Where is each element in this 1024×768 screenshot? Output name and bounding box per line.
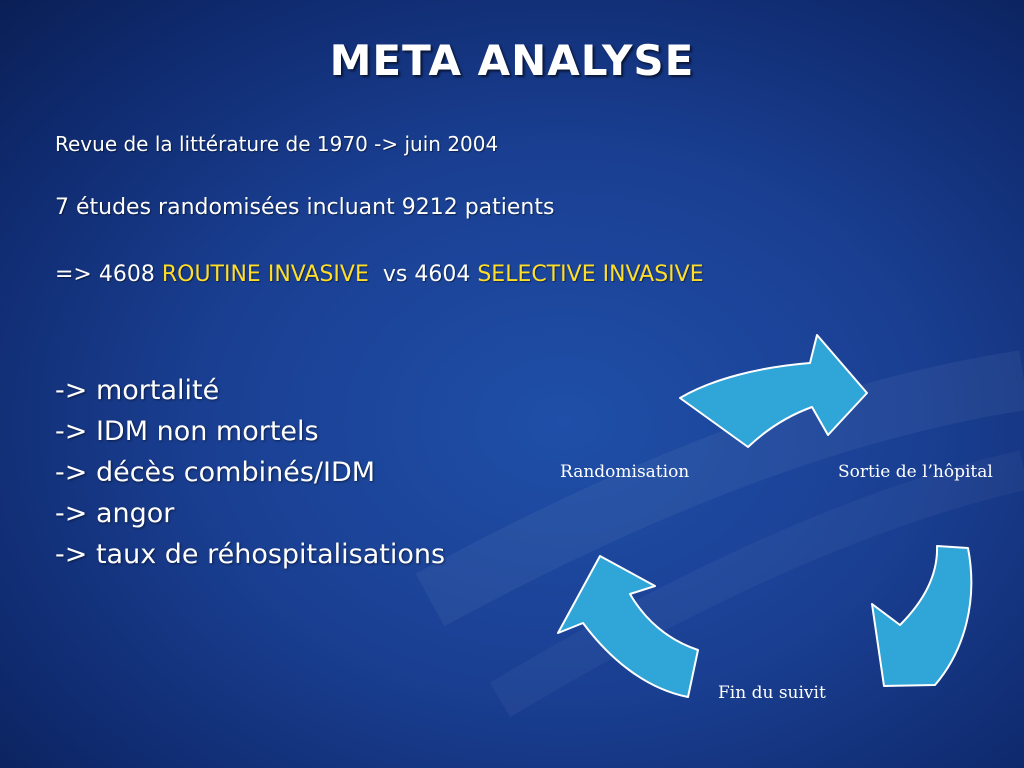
label-sortie-hopital: Sortie de l’hôpital [838, 462, 993, 482]
outcome-item: -> IDM non mortels [55, 416, 319, 447]
label-randomisation: Randomisation [560, 462, 690, 482]
outcome-item: -> décès combinés/IDM [55, 457, 376, 488]
label-fin-suivi: Fin du suivit [718, 683, 826, 703]
routine-invasive-label: ROUTINE INVASIVE [161, 262, 369, 287]
comparison-line [55, 262, 704, 287]
outcome-item: -> mortalité [55, 375, 220, 406]
cycle-arrow-right [872, 546, 971, 686]
subtitle-literature-review: Revue de la littérature de 1970 -> juin 2004 [55, 132, 499, 156]
outcomes-list [55, 370, 445, 575]
cycle-arrow-left [558, 556, 698, 697]
comparison-prefix: => 4608 [55, 262, 162, 287]
cycle-arrow-top [680, 335, 867, 447]
studies-summary: 7 études randomisées incluant 9212 patients [55, 195, 555, 220]
slide-title: META ANALYSE [329, 36, 695, 85]
outcome-item: -> angor [55, 498, 175, 529]
comparison-middle: vs 4604 [368, 262, 478, 287]
cycle-diagram [540, 320, 1024, 710]
selective-invasive-label: SELECTIVE INVASIVE [477, 262, 704, 287]
outcome-item: -> taux de réhospitalisations [55, 539, 446, 570]
